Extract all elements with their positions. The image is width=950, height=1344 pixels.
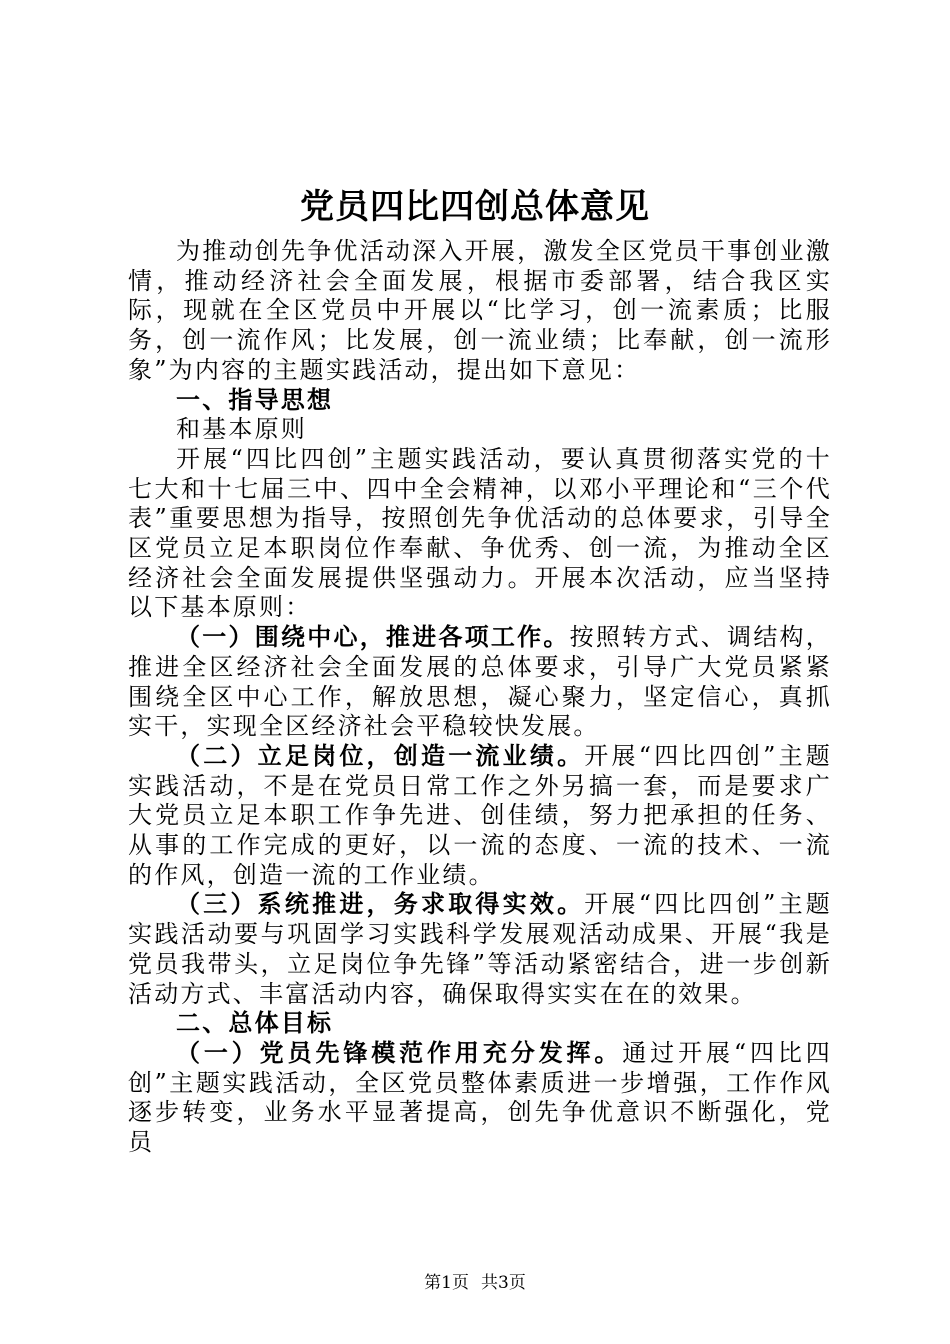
document-title: 党员四比四创总体意见 — [300, 187, 650, 227]
section-1-subheading: 和基本原则 — [176, 415, 307, 444]
goal-1-paragraph — [128, 1039, 832, 1158]
goal-1-lead: （一）党员先锋模范作用充分发挥。 — [176, 1038, 623, 1067]
page-total: 共3页 — [481, 1273, 526, 1293]
principle-3-body: 开展“四比四创”主题实践活动要与巩固学习实践科学发展观活动成果、开展“我是党员我带头，立足岗位争先锋”等活动紧密结合，进一步创新活动方式、丰富活动内容，确保取得实实在在的效果。 — [128, 890, 833, 1008]
principle-1-body: 按照转方式、调结构，推进全区经济社会全面发展的总体要求，引导广大党员紧紧围绕全区中心工作，解放思想，凝心聚力，坚定信心，真抓实干，实现全区经济社会平稳较快发展。 — [128, 623, 832, 741]
principle-1-lead: （一）围绕中心，推进各项工作。 — [176, 623, 570, 652]
section-2-heading: 二、总体目标 — [176, 1009, 334, 1038]
section-1-paragraph: 开展“四比四创”主题实践活动，要认真贯彻落实党的十七大和十七届三中、四中全会精神，以邓小平理论和“三个代表”重要思想为指导，按照创先争优活动的总体要求，引导全区党员立足本职岗位作奉献、争优秀、创一流，为推动全区经济社会全面发展提供坚强动力。开展本次活动，应当坚持以下基本原则： — [128, 444, 832, 622]
principle-3-lead: （三）系统推进，务求取得实效。 — [176, 890, 585, 919]
principle-1-paragraph — [128, 623, 832, 742]
page-number: 第1页 — [424, 1273, 469, 1293]
principle-2-paragraph — [128, 742, 832, 891]
principle-2-lead: （二）立足岗位，创造一流业绩。 — [176, 741, 585, 770]
intro-paragraph: 为推动创先争优活动深入开展，激发全区党员干事创业激情，推动经济社会全面发展，根据市委部署，结合我区实际，现就在全区党员中开展以“比学习，创一流素质；比服务，创一流作风；比发展，创一流业绩；比奉献，创一流形象”为内容的主题实践活动，提出如下意见： — [128, 237, 832, 384]
section-1-heading: 一、指导思想 — [176, 385, 334, 414]
document-body — [128, 237, 832, 1158]
principle-3-paragraph — [128, 890, 832, 1009]
goal-1-body: 通过开展“四比四创”主题实践活动，全区党员整体素质进一步增强，工作作风逐步转变，业务水平显著提高，创先争优意识不断强化，党员 — [128, 1038, 832, 1157]
page-footer — [0, 1272, 950, 1294]
principle-2-body: 开展“四比四创”主题实践活动，不是在党员日常工作之外另搞一套，而是要求广大党员立足本职工作争先进、创佳绩，努力把承担的任务、从事的工作完成的更好，以一流的态度、一流的技术、一流的作风，创造一流的工作业绩。 — [128, 741, 833, 889]
